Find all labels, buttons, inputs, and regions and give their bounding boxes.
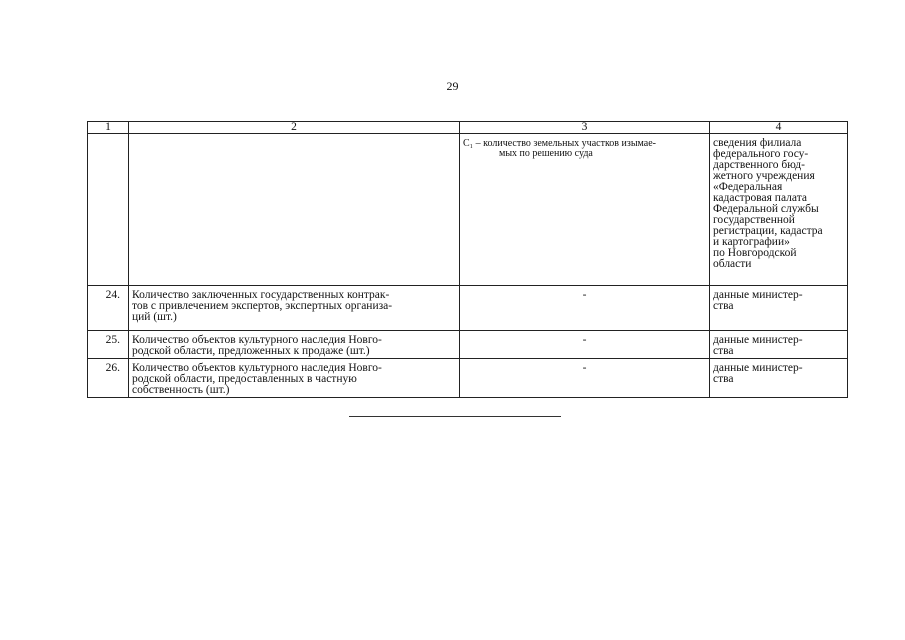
header-col-2: 2 — [129, 122, 460, 134]
header-col-1: 1 — [88, 122, 129, 134]
row-indicator: Количество заключенных государственных контрак- тов с привлечением экспертов, экспертных организа- ций (шт.) — [129, 286, 460, 331]
row-source: данные министер- ства — [710, 286, 848, 331]
row-number: 24. — [88, 286, 129, 331]
row-number: 26. — [88, 359, 129, 398]
row-indicator: Количество объектов культурного наследия Новго- родской области, предоставленных в частную собственность (шт.) — [129, 359, 460, 398]
cell-source: сведения филиала федерального госу- дарственного бюд- жетного учреждения «Федеральная кадастровая палата Федеральной службы государственной регистрации, кадастра и картографии» по Новгородской области — [710, 134, 848, 286]
header-col-4: 4 — [710, 122, 848, 134]
header-col-3: 3 — [460, 122, 710, 134]
end-of-table-rule — [349, 416, 561, 417]
indicators-table — [87, 121, 848, 398]
row-formula: - — [460, 286, 710, 331]
cell-formula — [460, 134, 710, 286]
table-row — [88, 331, 848, 359]
formula-line-1: C₁ – количество земельных участков изымае- — [463, 138, 657, 149]
formula-line-2: мых по решению суда — [499, 148, 593, 159]
table-row — [88, 359, 848, 398]
cell-num-empty — [88, 134, 129, 286]
row-indicator: Количество объектов культурного наследия Новго- родской области, предложенных к продаже (шт.) — [129, 331, 460, 359]
cell-indicator-empty — [129, 134, 460, 286]
row-formula: - — [460, 331, 710, 359]
page-number: 29 — [446, 79, 459, 93]
table-row — [88, 286, 848, 331]
row-source: данные министер- ства — [710, 359, 848, 398]
row-formula: - — [460, 359, 710, 398]
table-row-continuation — [88, 134, 848, 286]
table-header-row — [88, 122, 848, 134]
row-source: данные министер- ства — [710, 331, 848, 359]
row-number: 25. — [88, 331, 129, 359]
